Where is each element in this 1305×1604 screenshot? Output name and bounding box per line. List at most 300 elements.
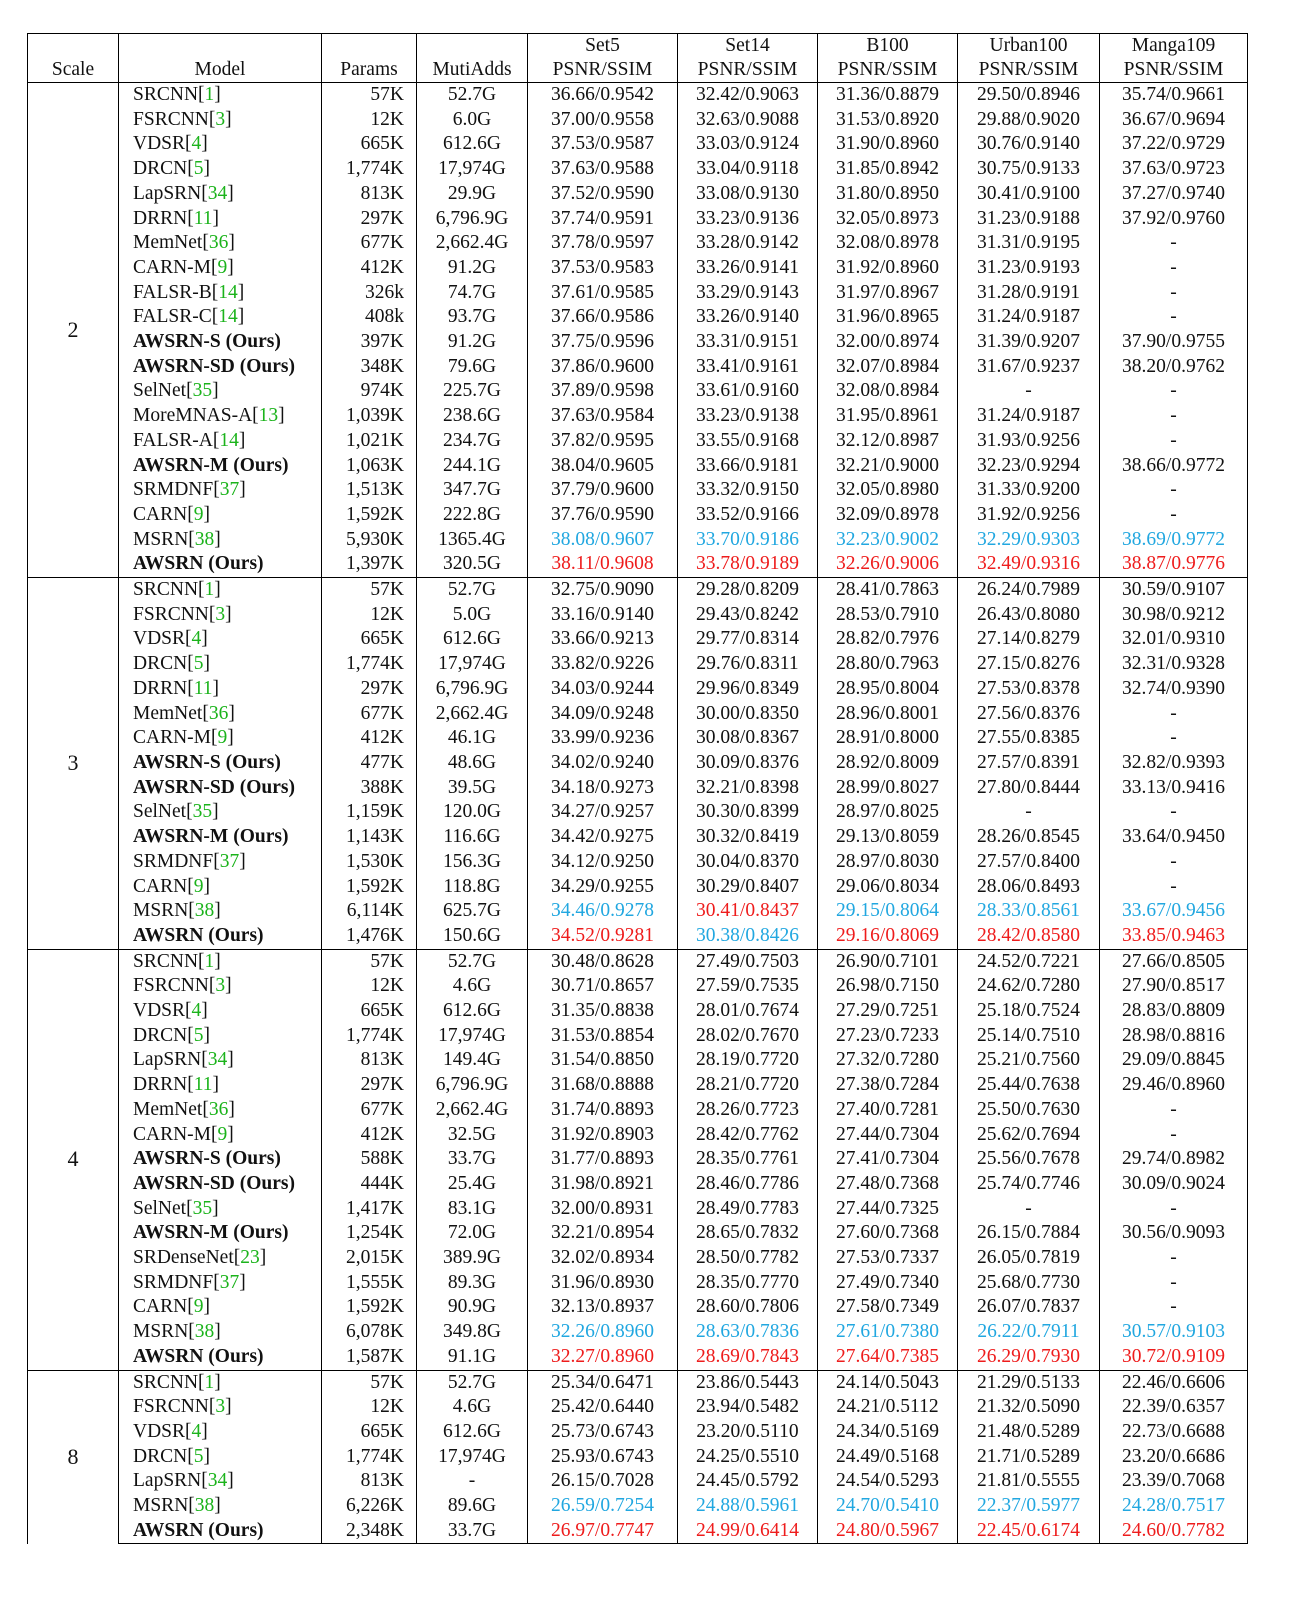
metric-cell: 33.41/0.9161 [678, 355, 818, 380]
table-row [28, 751, 1248, 776]
metric-cell: 27.57/0.8391 [958, 751, 1100, 776]
metric-cell: 27.58/0.7349 [818, 1295, 958, 1320]
citation-ref: 5 [193, 1024, 204, 1046]
citation-bracket: ] [203, 653, 210, 675]
params-cell: 57K [322, 578, 417, 603]
metric-cell: 28.96/0.8001 [818, 702, 958, 727]
model-cell [119, 1295, 322, 1320]
model-name: LapSRN [133, 182, 202, 204]
metric-cell: - [1100, 478, 1248, 503]
params-cell: 1,063K [322, 454, 417, 479]
citation-bracket: ] [212, 801, 219, 823]
model-name: AWSRN-S (Ours) [133, 331, 281, 353]
metric-cell: 23.94/0.5482 [678, 1395, 818, 1420]
model-name: LapSRN [133, 1049, 202, 1071]
metric-cell: 37.82/0.9595 [528, 429, 678, 454]
params-cell: 408k [322, 305, 417, 330]
metric-cell: 37.74/0.9591 [528, 207, 678, 232]
metric-cell: 33.66/0.9213 [528, 627, 678, 652]
table-row [28, 355, 1248, 380]
metric-cell: 29.43/0.8242 [678, 603, 818, 628]
metric-cell: 31.80/0.8950 [818, 182, 958, 207]
citation-ref: 9 [217, 256, 228, 278]
table-row [28, 875, 1248, 900]
multadds-cell: 234.7G [417, 429, 528, 454]
metric-cell: 32.05/0.8980 [818, 478, 958, 503]
model-cell [119, 231, 322, 256]
metric-cell: 30.09/0.8376 [678, 751, 818, 776]
table-row [28, 702, 1248, 727]
metric-cell: 30.48/0.8628 [528, 949, 678, 974]
metric-cell: 27.14/0.8279 [958, 627, 1100, 652]
params-cell: 1,530K [322, 850, 417, 875]
citation-bracket: [ [211, 1123, 218, 1145]
table-row [28, 1246, 1248, 1271]
citation-bracket: ] [227, 182, 234, 204]
metric-cell: 21.81/0.5555 [958, 1469, 1100, 1494]
metric-cell: 22.73/0.6688 [1100, 1420, 1248, 1445]
metric-cell: 28.83/0.8809 [1100, 999, 1248, 1024]
params-cell: 813K [322, 182, 417, 207]
metric-cell: - [1100, 305, 1248, 330]
metric-cell: 32.82/0.9393 [1100, 751, 1248, 776]
metric-cell: 36.67/0.9694 [1100, 108, 1248, 133]
metric-cell: 28.35/0.7761 [678, 1147, 818, 1172]
multadds-cell: 25.4G [417, 1172, 528, 1197]
model-name: AWSRN-S (Ours) [133, 1148, 281, 1170]
table-row [28, 627, 1248, 652]
dataset-name: B100 [818, 34, 958, 59]
multadds-cell: 6,796.9G [417, 207, 528, 232]
metric-cell: 38.66/0.9772 [1100, 454, 1248, 479]
model-cell [119, 355, 322, 380]
metric-cell: 31.92/0.9256 [958, 503, 1100, 528]
multadds-cell: 91.2G [417, 330, 528, 355]
table-row [28, 1395, 1248, 1420]
metric-cell: 32.09/0.8978 [818, 503, 958, 528]
metric-cell: 22.46/0.6606 [1100, 1370, 1248, 1395]
metric-cell: 37.53/0.9583 [528, 256, 678, 281]
model-name: FALSR-A [133, 429, 213, 451]
model-name: SRCNN [133, 84, 199, 105]
table-row [28, 330, 1248, 355]
model-name: AWSRN-M (Ours) [133, 454, 289, 476]
metric-cell: 32.00/0.8931 [528, 1197, 678, 1222]
metric-cell: - [1100, 404, 1248, 429]
metric-cell: 32.63/0.9088 [678, 108, 818, 133]
metric-cell: 34.46/0.9278 [528, 899, 678, 924]
metric-cell: 26.97/0.7747 [528, 1519, 678, 1544]
metric-cell: 29.74/0.8982 [1100, 1147, 1248, 1172]
multadds-cell: 6,796.9G [417, 677, 528, 702]
table-row [28, 231, 1248, 256]
dataset-name: Set14 [678, 34, 818, 59]
table-row [28, 1519, 1248, 1544]
dataset-name: Urban100 [958, 34, 1100, 59]
multadds-cell: 17,974G [417, 1445, 528, 1470]
metric-cell: 23.86/0.5443 [678, 1370, 818, 1395]
citation-bracket: ] [203, 503, 210, 525]
citation-ref: 11 [193, 677, 213, 699]
metric-cell: 37.79/0.9600 [528, 478, 678, 503]
citation-ref: 38 [194, 900, 215, 922]
metric-cell: 28.63/0.7836 [678, 1320, 818, 1345]
model-cell [119, 578, 322, 603]
metric-cell: 28.41/0.7863 [818, 578, 958, 603]
metric-cell: 30.30/0.8399 [678, 800, 818, 825]
params-cell: 326k [322, 281, 417, 306]
table-row [28, 850, 1248, 875]
metric-cell: 26.59/0.7254 [528, 1494, 678, 1519]
metric-cell: 30.59/0.9107 [1100, 578, 1248, 603]
metric-cell: 28.21/0.7720 [678, 1073, 818, 1098]
citation-bracket: [ [198, 579, 205, 601]
model-cell [119, 1395, 322, 1420]
metric-cell: 37.66/0.9586 [528, 305, 678, 330]
multadds-cell: 39.5G [417, 776, 528, 801]
metric-header: PSNR/SSIM [1100, 58, 1248, 83]
model-name: MSRN [133, 1321, 189, 1343]
table-row [28, 528, 1248, 553]
metric-cell: 32.00/0.8974 [818, 330, 958, 355]
model-name: AWSRN-M (Ours) [133, 826, 289, 848]
metric-cell: 30.41/0.8437 [678, 899, 818, 924]
metric-cell: 28.60/0.7806 [678, 1295, 818, 1320]
citation-bracket: ] [227, 1470, 234, 1492]
header-cell [119, 34, 322, 59]
model-name: DRRN [133, 1074, 188, 1096]
metric-cell: 32.13/0.8937 [528, 1295, 678, 1320]
citation-bracket: ] [203, 1296, 210, 1318]
citation-bracket: [ [185, 628, 192, 650]
metric-cell: 28.26/0.8545 [958, 825, 1100, 850]
citation-ref: 35 [192, 801, 213, 823]
metric-cell: 37.63/0.9584 [528, 404, 678, 429]
metric-cell: 37.63/0.9588 [528, 157, 678, 182]
metric-cell: - [958, 1197, 1100, 1222]
metric-cell: 29.16/0.8069 [818, 924, 958, 949]
model-name: AWSRN-SD (Ours) [133, 776, 295, 798]
model-cell [119, 652, 322, 677]
multadds-cell: 150.6G [417, 924, 528, 949]
citation-ref: 35 [192, 380, 213, 402]
metric-cell: 33.31/0.9151 [678, 330, 818, 355]
citation-ref: 4 [191, 628, 202, 650]
params-cell: 297K [322, 1073, 417, 1098]
metric-cell: 31.93/0.9256 [958, 429, 1100, 454]
citation-bracket: ] [201, 1420, 208, 1442]
params-cell: 5,930K [322, 528, 417, 553]
model-name: FALSR-B [133, 281, 212, 303]
model-name: CARN-M [133, 256, 212, 278]
multadds-cell: 91.1G [417, 1345, 528, 1370]
metric-cell: 31.96/0.8930 [528, 1271, 678, 1296]
table-row [28, 1420, 1248, 1445]
citation-ref: 1 [204, 84, 215, 105]
model-name: SRDenseNet [133, 1247, 234, 1269]
metric-cell: 30.98/0.9212 [1100, 603, 1248, 628]
metric-cell: 27.57/0.8400 [958, 850, 1100, 875]
metric-cell: 37.76/0.9590 [528, 503, 678, 528]
citation-bracket: [ [213, 1271, 220, 1293]
model-cell [119, 281, 322, 306]
citation-bracket: [ [201, 1470, 208, 1492]
metric-cell: 33.03/0.9124 [678, 132, 818, 157]
table-row [28, 1320, 1248, 1345]
citation-bracket: [ [198, 1371, 205, 1393]
citation-bracket: [ [198, 950, 205, 972]
table-row [28, 454, 1248, 479]
model-name: AWSRN (Ours) [133, 924, 264, 946]
table-row [28, 999, 1248, 1024]
metric-cell: 37.27/0.9740 [1100, 182, 1248, 207]
metric-cell: - [1100, 1197, 1248, 1222]
metric-cell: 27.48/0.7368 [818, 1172, 958, 1197]
metric-cell: 38.04/0.9605 [528, 454, 678, 479]
multadds-cell: 48.6G [417, 751, 528, 776]
metric-cell: - [1100, 1123, 1248, 1148]
citation-bracket: [ [185, 133, 192, 155]
citation-ref: 38 [194, 1495, 215, 1517]
citation-bracket: [ [188, 528, 195, 550]
params-cell: 6,078K [322, 1320, 417, 1345]
metric-cell: 30.76/0.9140 [958, 132, 1100, 157]
model-cell [119, 1073, 322, 1098]
multadds-cell: 52.7G [417, 578, 528, 603]
model-name: CARN-M [133, 727, 212, 749]
scale-header: Scale [28, 58, 119, 83]
metric-cell: 26.15/0.7028 [528, 1469, 678, 1494]
citation-ref: 4 [191, 133, 202, 155]
metric-cell: 31.33/0.9200 [958, 478, 1100, 503]
citation-ref: 9 [193, 1296, 204, 1318]
metric-cell: 33.32/0.9150 [678, 478, 818, 503]
metric-cell: 25.68/0.7730 [958, 1271, 1100, 1296]
model-name: MemNet [133, 1098, 203, 1120]
metric-cell: 28.82/0.7976 [818, 627, 958, 652]
citation-bracket: ] [214, 579, 221, 601]
metric-cell: 38.20/0.9762 [1100, 355, 1248, 380]
model-header: Model [119, 58, 322, 83]
metric-cell: 27.53/0.7337 [818, 1246, 958, 1271]
metric-cell: 33.55/0.9168 [678, 429, 818, 454]
model-cell [119, 207, 322, 232]
model-cell [119, 850, 322, 875]
metric-cell: 28.42/0.7762 [678, 1123, 818, 1148]
metric-cell: 33.13/0.9416 [1100, 776, 1248, 801]
multadds-cell: 222.8G [417, 503, 528, 528]
model-cell [119, 552, 322, 577]
citation-bracket: ] [212, 1074, 219, 1096]
params-cell: 444K [322, 1172, 417, 1197]
citation-ref: 36 [208, 1098, 229, 1120]
model-name: VDSR [133, 1000, 186, 1022]
metric-cell: 32.05/0.8973 [818, 207, 958, 232]
metric-cell: 31.24/0.9187 [958, 305, 1100, 330]
params-cell: 588K [322, 1147, 417, 1172]
table-row [28, 1048, 1248, 1073]
citation-ref: 14 [218, 281, 238, 303]
citation-bracket: ] [225, 108, 232, 130]
metric-cell: - [1100, 1271, 1248, 1296]
metric-cell: 32.74/0.9390 [1100, 677, 1248, 702]
metric-cell: 28.33/0.8561 [958, 899, 1100, 924]
citation-bracket: ] [212, 380, 219, 402]
citation-ref: 5 [193, 158, 204, 180]
citation-bracket: [ [198, 84, 205, 105]
metric-header: PSNR/SSIM [528, 58, 678, 83]
model-name: FSRCNN [133, 603, 209, 625]
metric-cell: 37.92/0.9760 [1100, 207, 1248, 232]
model-cell [119, 157, 322, 182]
model-cell [119, 1172, 322, 1197]
params-cell: 388K [322, 776, 417, 801]
table-row [28, 503, 1248, 528]
params-cell: 1,417K [322, 1197, 417, 1222]
multadds-cell: 17,974G [417, 652, 528, 677]
metric-cell: 32.23/0.9294 [958, 454, 1100, 479]
metric-cell: 32.07/0.8984 [818, 355, 958, 380]
model-name: DRCN [133, 1445, 188, 1467]
citation-bracket: [ [185, 1420, 192, 1442]
metric-cell: 33.28/0.9142 [678, 231, 818, 256]
table-row [28, 924, 1248, 949]
citation-bracket: ] [201, 628, 208, 650]
metric-cell: - [958, 800, 1100, 825]
citation-bracket: [ [211, 281, 219, 303]
metric-cell: 22.45/0.6174 [958, 1519, 1100, 1544]
model-name: AWSRN-SD (Ours) [133, 355, 295, 377]
scale-cell: 3 [28, 578, 119, 950]
params-cell: 1,774K [322, 157, 417, 182]
metric-cell: 31.23/0.9188 [958, 207, 1100, 232]
table-row [28, 800, 1248, 825]
metric-cell: 24.62/0.7280 [958, 974, 1100, 999]
params-cell: 57K [322, 83, 417, 108]
metric-cell: 25.62/0.7694 [958, 1123, 1100, 1148]
metric-cell: 27.49/0.7503 [678, 949, 818, 974]
table-row [28, 83, 1248, 108]
multadds-cell: 91.2G [417, 256, 528, 281]
metric-cell: 32.02/0.8934 [528, 1246, 678, 1271]
multadds-cell: 225.7G [417, 379, 528, 404]
model-name: MoreMNAS-A [133, 405, 253, 427]
metric-cell: 34.52/0.9281 [528, 924, 678, 949]
metric-cell: 25.44/0.7638 [958, 1073, 1100, 1098]
metric-cell: 33.26/0.9141 [678, 256, 818, 281]
model-name: CARN [133, 875, 188, 897]
table-row [28, 552, 1248, 577]
citation-bracket: [ [211, 256, 218, 278]
metric-cell: 27.80/0.8444 [958, 776, 1100, 801]
metric-cell: 27.41/0.7304 [818, 1147, 958, 1172]
multadds-cell: 320.5G [417, 552, 528, 577]
citation-ref: 37 [219, 850, 240, 872]
multadds-cell: 2,662.4G [417, 231, 528, 256]
metric-cell: 24.25/0.5510 [678, 1445, 818, 1470]
metric-cell: 33.70/0.9186 [678, 528, 818, 553]
model-cell [119, 999, 322, 1024]
multadds-cell: 156.3G [417, 850, 528, 875]
metric-cell: 30.75/0.9133 [958, 157, 1100, 182]
metric-cell: 30.38/0.8426 [678, 924, 818, 949]
citation-bracket: ] [212, 1197, 219, 1219]
table-row [28, 677, 1248, 702]
citation-bracket: ] [214, 1371, 221, 1393]
metric-cell: 33.23/0.9138 [678, 404, 818, 429]
multadds-cell: 46.1G [417, 726, 528, 751]
metric-cell: 24.49/0.5168 [818, 1445, 958, 1470]
citation-bracket: ] [214, 1495, 221, 1517]
metric-cell: 37.22/0.9729 [1100, 132, 1248, 157]
model-name: MemNet [133, 232, 203, 254]
metric-cell: 25.42/0.6440 [528, 1395, 678, 1420]
metric-cell: 37.89/0.9598 [528, 379, 678, 404]
metric-cell: 30.72/0.9109 [1100, 1345, 1248, 1370]
metric-cell: - [1100, 281, 1248, 306]
scale-cell: 2 [28, 83, 119, 578]
metric-cell: 27.53/0.8378 [958, 677, 1100, 702]
metric-cell: 26.29/0.7930 [958, 1345, 1100, 1370]
metric-cell: 27.66/0.8505 [1100, 949, 1248, 974]
metric-cell: 27.15/0.8276 [958, 652, 1100, 677]
citation-ref: 9 [217, 1123, 228, 1145]
citation-bracket: ] [227, 727, 234, 749]
citation-ref: 1 [204, 1371, 215, 1393]
multadds-cell: 29.9G [417, 182, 528, 207]
metric-cell: 24.45/0.5792 [678, 1469, 818, 1494]
multadds-cell: 120.0G [417, 800, 528, 825]
params-cell: 477K [322, 751, 417, 776]
table-row [28, 1295, 1248, 1320]
metric-cell: 32.29/0.9303 [958, 528, 1100, 553]
params-cell: 2,015K [322, 1246, 417, 1271]
model-cell [119, 1420, 322, 1445]
metric-cell: 31.53/0.8920 [818, 108, 958, 133]
metric-cell: 33.78/0.9189 [678, 552, 818, 577]
metric-cell: 37.75/0.9596 [528, 330, 678, 355]
metric-cell: 21.32/0.5090 [958, 1395, 1100, 1420]
citation-bracket: [ [187, 653, 194, 675]
metric-cell: 25.56/0.7678 [958, 1147, 1100, 1172]
metric-cell: 28.35/0.7770 [678, 1271, 818, 1296]
params-cell: 12K [322, 108, 417, 133]
citation-bracket: ] [238, 429, 246, 451]
multadds-cell: 625.7G [417, 899, 528, 924]
model-cell [119, 677, 322, 702]
model-cell [119, 1469, 322, 1494]
table-row [28, 949, 1248, 974]
metric-cell: 23.20/0.5110 [678, 1420, 818, 1445]
metric-cell: 21.48/0.5289 [958, 1420, 1100, 1445]
table-row [28, 281, 1248, 306]
metric-cell: 33.82/0.9226 [528, 652, 678, 677]
metric-cell: 36.66/0.9542 [528, 83, 678, 108]
metric-cell: 30.08/0.8367 [678, 726, 818, 751]
model-name: LapSRN [133, 1470, 202, 1492]
metric-cell: 32.21/0.8954 [528, 1221, 678, 1246]
metric-cell: 24.14/0.5043 [818, 1370, 958, 1395]
model-name: VDSR [133, 628, 186, 650]
metric-cell: 28.99/0.8027 [818, 776, 958, 801]
header-cell [28, 34, 119, 59]
metric-cell: 28.91/0.8000 [818, 726, 958, 751]
metric-cell: 32.08/0.8978 [818, 231, 958, 256]
model-name: SRCNN [133, 579, 199, 601]
citation-bracket: ] [214, 1321, 221, 1343]
multadds-cell: 79.6G [417, 355, 528, 380]
metric-cell: 27.55/0.8385 [958, 726, 1100, 751]
